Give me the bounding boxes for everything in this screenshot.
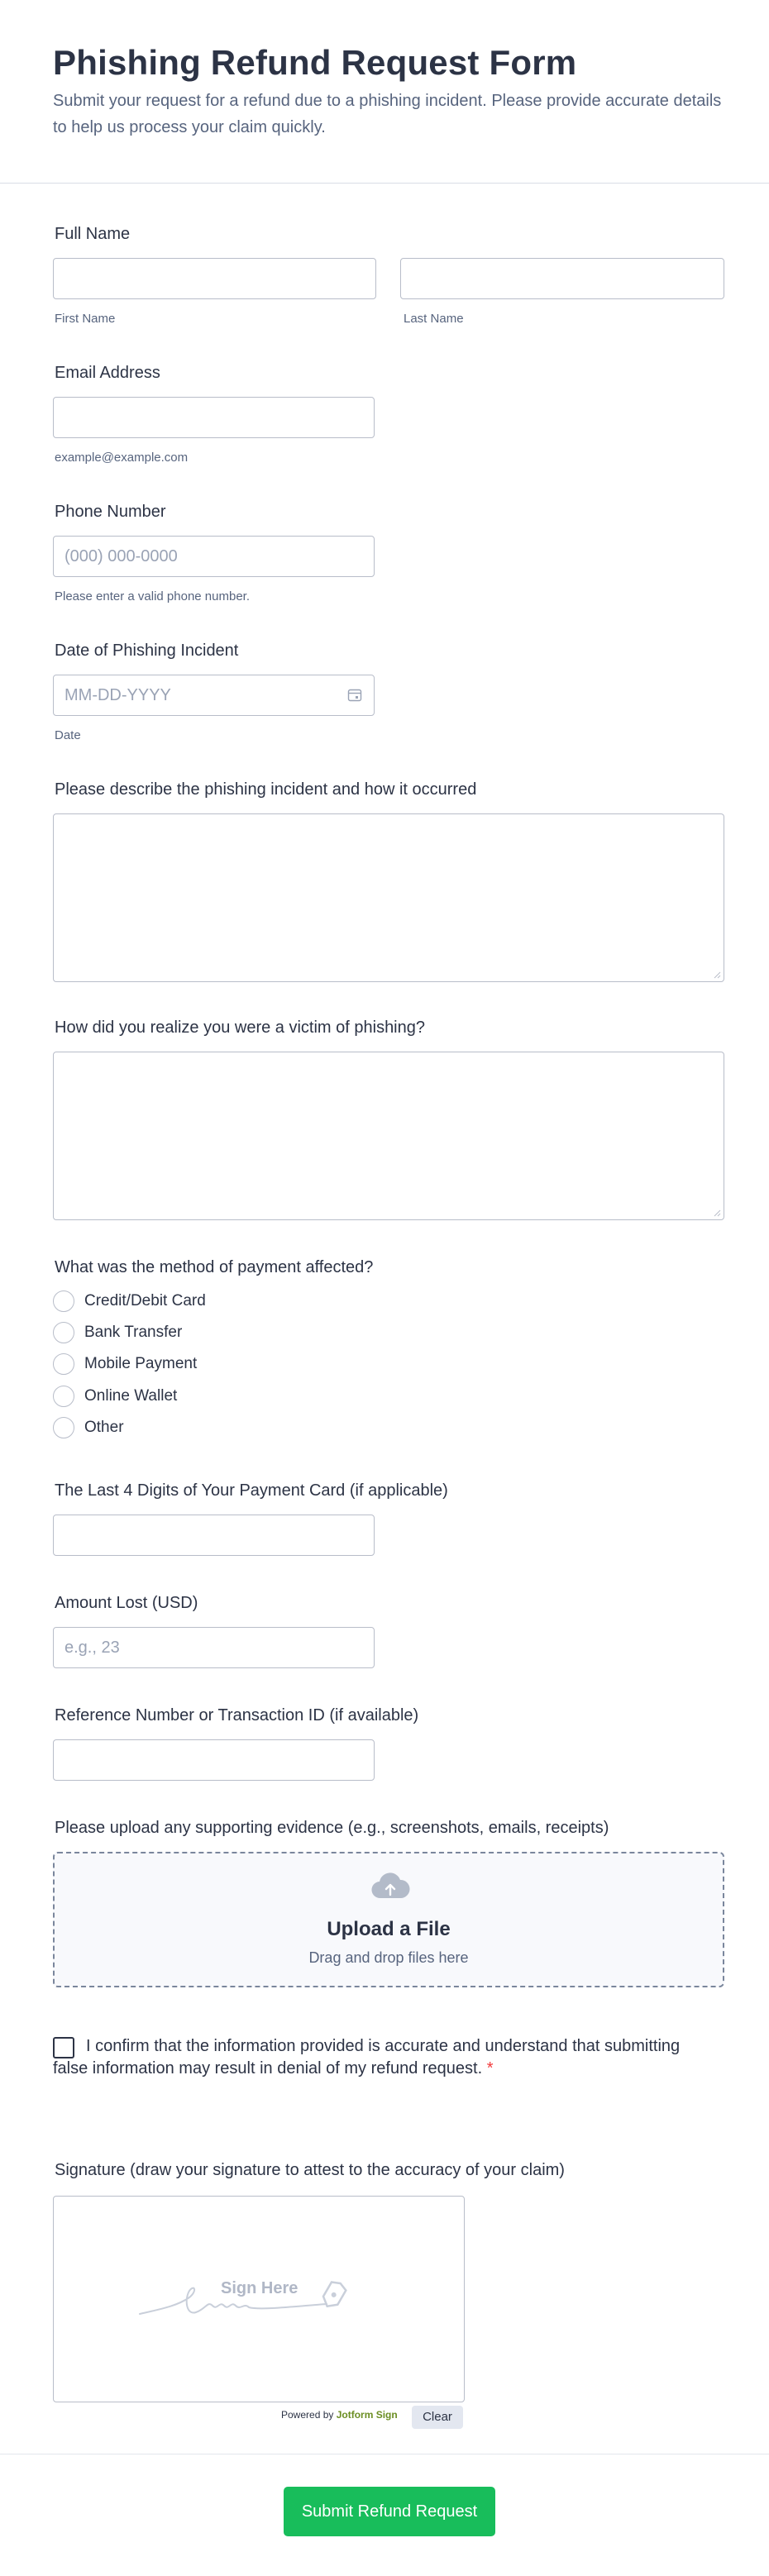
radio-label: Online Wallet bbox=[84, 1387, 178, 1405]
phone-input[interactable] bbox=[53, 536, 375, 577]
date-placeholder: MM-DD-YYYY bbox=[64, 686, 171, 704]
radio-label: Mobile Payment bbox=[84, 1355, 198, 1372]
upload-label: Please upload any supporting evidence (e.g., screenshots, emails, receipts) bbox=[55, 1819, 609, 1837]
calendar-icon[interactable] bbox=[347, 688, 362, 703]
resize-handle-icon[interactable] bbox=[713, 1209, 721, 1217]
radio-circle[interactable] bbox=[53, 1290, 74, 1312]
cloud-upload-icon bbox=[370, 1870, 410, 1903]
clear-signature-button[interactable]: Clear bbox=[412, 2406, 463, 2429]
date-input[interactable] bbox=[53, 675, 375, 716]
first-name-input[interactable] bbox=[53, 258, 376, 299]
consent-label: I confirm that the information provided is accurate and understand that submitting false information may result in denial of my refund request. bbox=[53, 2037, 681, 2077]
form-header bbox=[0, 0, 769, 184]
signature-pad[interactable] bbox=[53, 2196, 465, 2402]
radio-label: Other bbox=[84, 1419, 124, 1436]
date-label: Date of Phishing Incident bbox=[55, 642, 239, 660]
upload-title: Upload a File bbox=[327, 1918, 451, 1940]
signature-placeholder: Sign Here bbox=[221, 2279, 299, 2297]
phone-sublabel: Please enter a valid phone number. bbox=[55, 589, 250, 603]
phone-placeholder: (000) 000-0000 bbox=[64, 547, 178, 565]
radio-label: Bank Transfer bbox=[84, 1324, 183, 1341]
email-input[interactable] bbox=[53, 397, 375, 438]
powered-by-prefix: Powered by bbox=[281, 2409, 334, 2421]
reference-label: Reference Number or Transaction ID (if available) bbox=[55, 1706, 419, 1724]
describe-label: Please describe the phishing incident and how it occurred bbox=[55, 780, 477, 799]
describe-textarea[interactable] bbox=[53, 813, 724, 982]
last-name-input[interactable] bbox=[400, 258, 724, 299]
submit-button[interactable]: Submit Refund Request bbox=[284, 2487, 495, 2536]
file-upload-dropzone[interactable] bbox=[53, 1852, 724, 1987]
email-label: Email Address bbox=[55, 364, 160, 382]
amount-placeholder: e.g., 23 bbox=[64, 1639, 120, 1657]
form-subtitle: Submit your request for a refund due to a phishing incident. Please provide accurate details to help us process your claim quickly. bbox=[53, 92, 722, 136]
resize-handle-icon[interactable] bbox=[713, 971, 721, 979]
card-digits-input[interactable] bbox=[53, 1515, 375, 1556]
card-digits-label: The Last 4 Digits of Your Payment Card (if applicable) bbox=[55, 1481, 448, 1500]
date-sublabel: Date bbox=[55, 728, 81, 742]
radio-circle[interactable] bbox=[53, 1322, 74, 1343]
amount-input[interactable] bbox=[53, 1627, 375, 1668]
form-title: Phishing Refund Request Form bbox=[53, 43, 577, 82]
email-sublabel: example@example.com bbox=[55, 451, 189, 465]
realize-label: How did you realize you were a victim of phishing? bbox=[55, 1018, 425, 1037]
signature-label: Signature (draw your signature to attest to the accuracy of your claim) bbox=[55, 2161, 565, 2179]
amount-label: Amount Lost (USD) bbox=[55, 1594, 198, 1612]
powered-by bbox=[281, 2409, 398, 2421]
radio-circle[interactable] bbox=[53, 1417, 74, 1438]
payment-label: What was the method of payment affected? bbox=[55, 1258, 374, 1276]
radio-circle[interactable] bbox=[53, 1353, 74, 1375]
full-name-label: Full Name bbox=[55, 225, 131, 243]
jotform-sign-logo: Jotform Sign bbox=[336, 2409, 398, 2421]
last-name-sublabel: Last Name bbox=[404, 312, 464, 326]
radio-circle[interactable] bbox=[53, 1386, 74, 1407]
first-name-sublabel: First Name bbox=[55, 312, 116, 326]
phone-label: Phone Number bbox=[55, 503, 166, 521]
realize-textarea[interactable] bbox=[53, 1052, 724, 1220]
radio-label: Credit/Debit Card bbox=[84, 1292, 206, 1309]
reference-input[interactable] bbox=[53, 1739, 375, 1781]
upload-subtitle: Drag and drop files here bbox=[308, 1949, 469, 1966]
consent-text bbox=[53, 2035, 714, 2080]
required-mark: * bbox=[486, 2059, 494, 2077]
